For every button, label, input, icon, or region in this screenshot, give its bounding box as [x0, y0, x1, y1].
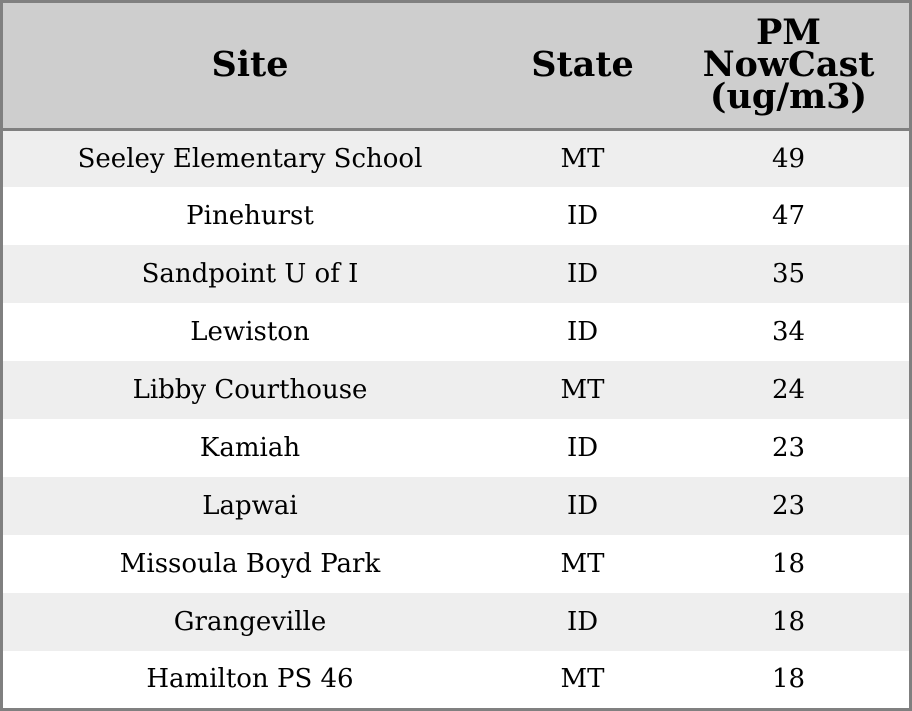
cell-site: Kamiah: [199, 433, 301, 463]
header-state: State: [497, 3, 668, 129]
cell-state: ID: [566, 259, 599, 289]
cell-site: Seeley Elementary School: [77, 143, 423, 174]
cell-state: ID: [566, 433, 599, 463]
cell-site: Libby Courthouse: [132, 375, 368, 405]
cell-site: Hamilton PS 46: [146, 664, 354, 694]
header-pm-line-3: (ug/m3): [709, 76, 868, 118]
table-row: [3, 593, 909, 651]
header-pm-line-1: PM: [755, 12, 822, 54]
header-pm-nowcast: [668, 3, 909, 129]
table-row: [3, 477, 909, 535]
cell-site: Lewiston: [190, 317, 310, 347]
pm-nowcast-table: [3, 3, 909, 707]
table-row: [3, 361, 909, 419]
table-row: [3, 651, 909, 707]
cell-state: ID: [566, 607, 599, 637]
table-row: [3, 187, 909, 245]
cell-state: ID: [566, 201, 599, 231]
cell-site: Missoula Boyd Park: [119, 549, 381, 579]
cell-site: Lapwai: [202, 491, 298, 521]
cell-site: Grangeville: [173, 607, 327, 637]
cell-pm: 34: [771, 317, 806, 347]
cell-pm: 23: [771, 433, 806, 463]
cell-pm: 18: [771, 664, 806, 694]
table-row: [3, 535, 909, 593]
table-row: [3, 129, 909, 187]
cell-state: MT: [560, 664, 605, 694]
cell-state: ID: [566, 317, 599, 347]
cell-pm: 47: [771, 201, 806, 231]
cell-pm: 18: [771, 549, 806, 579]
table-row: [3, 245, 909, 303]
table-body: [3, 129, 909, 707]
cell-pm: 35: [771, 259, 806, 289]
header-site: Site: [3, 3, 497, 129]
cell-pm: 24: [771, 375, 806, 405]
cell-pm: 49: [771, 143, 806, 174]
table-header: [3, 3, 909, 129]
table-row: [3, 419, 909, 477]
header-row: [3, 3, 909, 129]
cell-state: MT: [560, 549, 605, 579]
cell-pm: 23: [771, 491, 806, 521]
cell-state: ID: [566, 491, 599, 521]
cell-pm: 18: [771, 607, 806, 637]
cell-state: MT: [560, 143, 605, 174]
cell-site: Pinehurst: [186, 201, 314, 231]
table-row: [3, 303, 909, 361]
cell-site: Sandpoint U of I: [141, 259, 359, 289]
cell-state: MT: [560, 375, 605, 405]
header-pm-line-2: NowCast: [702, 44, 875, 86]
